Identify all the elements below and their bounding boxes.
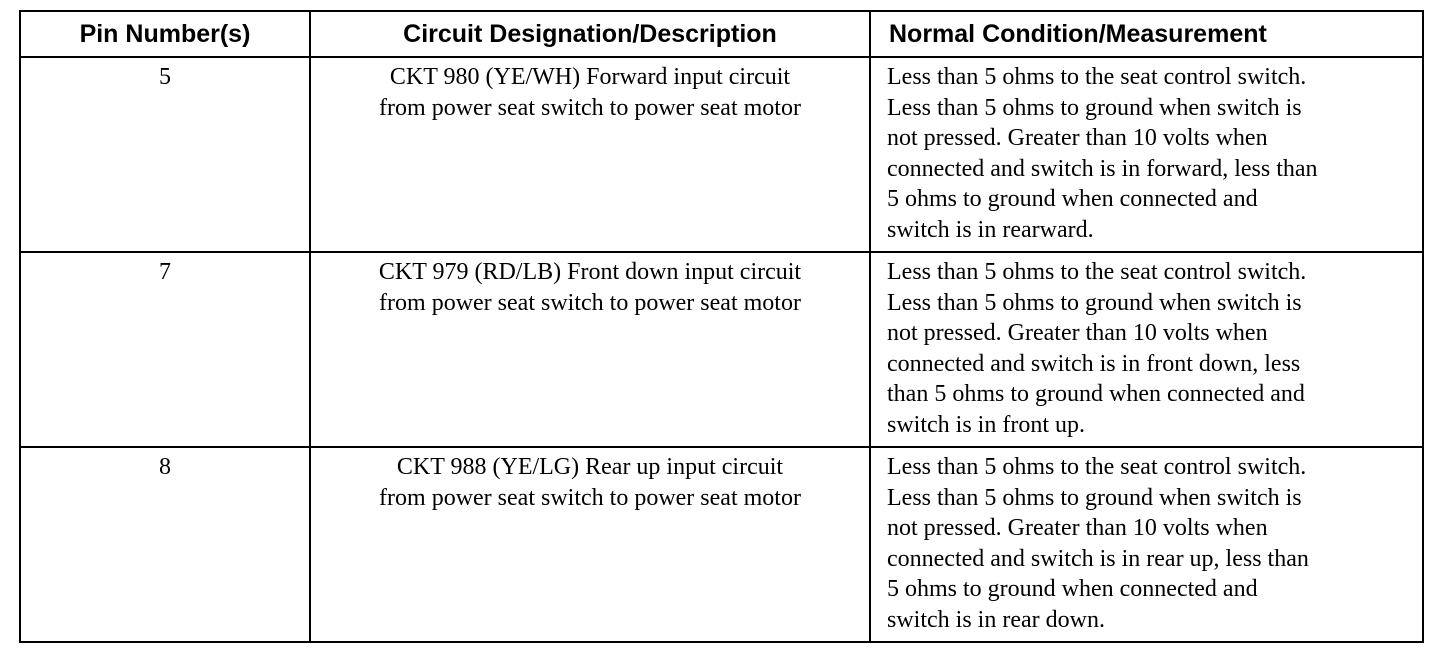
measurement-line: connected and switch is in front down, less — [887, 350, 1301, 377]
circuit-line: from power seat switch to power seat motor — [379, 289, 801, 316]
table-header-row — [20, 11, 1423, 57]
measurement-line: switch is in rearward. — [887, 216, 1094, 243]
circuit-description-cell — [310, 447, 870, 642]
circuit-line: from power seat switch to power seat motor — [379, 484, 801, 511]
measurement-line: than 5 ohms to ground when connected and — [887, 381, 1305, 407]
circuit-line: CKT 988 (YE/LG) Rear up input circuit — [396, 454, 784, 480]
table-row — [20, 57, 1423, 252]
measurement-cell — [870, 447, 1423, 642]
header-pin-numbers: Pin Number(s) — [20, 11, 310, 57]
measurement-line: switch is in rear down. — [887, 606, 1105, 633]
pin-number-cell: 8 — [20, 447, 310, 642]
measurement-line: not pressed. Greater than 10 volts when — [887, 125, 1268, 151]
measurement-line: Less than 5 ohms to the seat control switch. — [887, 259, 1307, 285]
measurement-line: 5 ohms to ground when connected and — [887, 186, 1258, 212]
header-normal-condition: Normal Condition/Measurement — [870, 11, 1423, 57]
circuit-description-cell — [310, 57, 870, 252]
pin-number-cell: 7 — [20, 252, 310, 447]
measurement-line: Less than 5 ohms to the seat control switch. — [887, 454, 1307, 480]
measurement-cell — [870, 252, 1423, 447]
table-row — [20, 447, 1423, 642]
measurement-line: Less than 5 ohms to ground when switch is — [887, 289, 1302, 316]
circuit-description-cell — [310, 252, 870, 447]
table-row — [20, 252, 1423, 447]
circuit-line: CKT 979 (RD/LB) Front down input circuit — [378, 259, 802, 285]
measurement-line: connected and switch is in rear up, less than — [887, 545, 1309, 572]
circuit-line: CKT 980 (YE/WH) Forward input circuit — [389, 64, 791, 90]
measurement-line: Less than 5 ohms to the seat control switch. — [887, 64, 1307, 90]
measurement-line: Less than 5 ohms to ground when switch is — [887, 94, 1302, 121]
measurement-line: switch is in front up. — [887, 411, 1085, 438]
pin-circuit-table — [19, 10, 1424, 643]
measurement-line: Less than 5 ohms to ground when switch is — [887, 484, 1302, 511]
circuit-line: from power seat switch to power seat motor — [379, 94, 801, 121]
header-circuit-description: Circuit Designation/Description — [310, 11, 870, 57]
measurement-cell — [870, 57, 1423, 252]
measurement-line: not pressed. Greater than 10 volts when — [887, 515, 1268, 541]
measurement-line: 5 ohms to ground when connected and — [887, 576, 1258, 602]
measurement-line: connected and switch is in forward, less than — [887, 155, 1318, 182]
measurement-line: not pressed. Greater than 10 volts when — [887, 320, 1268, 346]
pin-number-cell: 5 — [20, 57, 310, 252]
